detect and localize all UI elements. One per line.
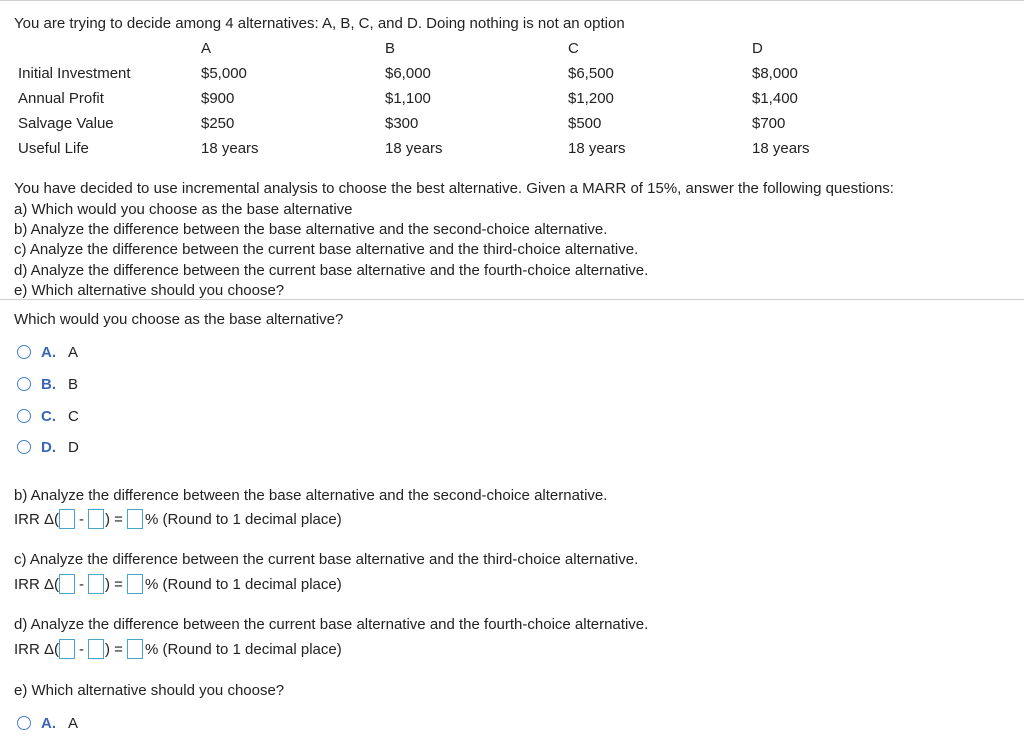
close-equals: ) = (105, 510, 123, 528)
radio-option-d[interactable] (17, 440, 31, 454)
c-second-alternative-input[interactable] (88, 574, 104, 594)
option-letter: D. (41, 438, 56, 456)
table-cell: $8,000 (752, 65, 798, 82)
table-cell: $6,000 (385, 65, 431, 82)
instructions-lead: You have decided to use incremental analysis to choose the best alternative. Given a MARR of 15%, answer the following questions: (14, 180, 894, 197)
question-c-irr-row (14, 572, 342, 596)
question-b-irr-row (14, 507, 342, 531)
close-equals: ) = (105, 640, 123, 658)
minus-sign: - (79, 640, 85, 658)
row-label-annual-profit: Annual Profit (18, 90, 104, 107)
d-second-alternative-input[interactable] (88, 639, 104, 659)
table-cell: 18 years (201, 140, 259, 157)
close-equals: ) = (105, 575, 123, 593)
c-irr-value-input[interactable] (127, 574, 143, 594)
table-cell: 18 years (568, 140, 626, 157)
column-header-a: A (201, 40, 212, 57)
question-d-prompt: d) Analyze the difference between the current base alternative and the fourth-choice alternative. (14, 616, 649, 633)
radio-option-a[interactable] (17, 345, 31, 359)
option-a-row[interactable] (17, 342, 78, 362)
table-cell: 18 years (385, 140, 443, 157)
option-text: D (68, 438, 79, 456)
radio-e-option-a[interactable] (17, 716, 31, 730)
instruction-item: e) Which alternative should you choose? (14, 282, 285, 299)
table-cell: $250 (201, 115, 235, 132)
question-e-prompt: e) Which alternative should you choose? (14, 682, 285, 699)
problem-intro: You are trying to decide among 4 alternatives: A, B, C, and D. Doing nothing is not an option (14, 15, 625, 32)
option-letter: A. (41, 714, 56, 732)
option-text: B (68, 375, 79, 393)
radio-option-c[interactable] (17, 409, 31, 423)
irr-suffix: % (Round to 1 decimal place) (144, 510, 342, 528)
instruction-item: d) Analyze the difference between the current base alternative and the fourth-choice alternative. (14, 262, 649, 279)
question-b-prompt: b) Analyze the difference between the base alternative and the second-choice alternative. (14, 487, 608, 504)
question-d-irr-row (14, 637, 342, 661)
b-first-alternative-input[interactable] (59, 509, 75, 529)
question-a-prompt: Which would you choose as the base alternative? (14, 311, 344, 328)
table-cell: $1,100 (385, 90, 431, 107)
radio-option-b[interactable] (17, 377, 31, 391)
table-cell: $900 (201, 90, 235, 107)
instruction-item: a) Which would you choose as the base alternative (14, 201, 353, 218)
question-c-prompt: c) Analyze the difference between the current base alternative and the third-choice alternative. (14, 551, 639, 568)
irr-prefix: IRR Δ( (14, 640, 60, 658)
table-cell: $300 (385, 115, 419, 132)
table-cell: $5,000 (201, 65, 247, 82)
section-divider (0, 299, 1024, 300)
table-cell: $1,400 (752, 90, 798, 107)
column-header-d: D (752, 40, 763, 57)
minus-sign: - (79, 510, 85, 528)
table-cell: 18 years (752, 140, 810, 157)
instruction-item: b) Analyze the difference between the base alternative and the second-choice alternative. (14, 221, 608, 238)
option-d-row[interactable] (17, 437, 79, 457)
option-b-row[interactable] (17, 374, 78, 394)
option-letter: C. (41, 407, 56, 425)
top-border (0, 0, 1024, 1)
table-cell: $6,500 (568, 65, 614, 82)
instruction-item: c) Analyze the difference between the current base alternative and the third-choice alternative. (14, 241, 639, 258)
row-label-initial-investment: Initial Investment (18, 65, 131, 82)
row-label-salvage-value: Salvage Value (18, 115, 114, 132)
option-c-row[interactable] (17, 406, 79, 426)
irr-prefix: IRR Δ( (14, 575, 60, 593)
row-label-useful-life: Useful Life (18, 140, 89, 157)
option-letter: A. (41, 343, 56, 361)
table-cell: $500 (568, 115, 602, 132)
option-text: C (68, 407, 79, 425)
minus-sign: - (79, 575, 85, 593)
b-irr-value-input[interactable] (127, 509, 143, 529)
irr-prefix: IRR Δ( (14, 510, 60, 528)
irr-suffix: % (Round to 1 decimal place) (144, 640, 342, 658)
d-first-alternative-input[interactable] (59, 639, 75, 659)
table-cell: $1,200 (568, 90, 614, 107)
option-text: A (68, 343, 79, 361)
d-irr-value-input[interactable] (127, 639, 143, 659)
option-letter: B. (41, 375, 56, 393)
e-option-a-row[interactable] (17, 713, 78, 733)
table-cell: $700 (752, 115, 786, 132)
b-second-alternative-input[interactable] (88, 509, 104, 529)
column-header-b: B (385, 40, 396, 57)
option-text: A (68, 714, 79, 732)
irr-suffix: % (Round to 1 decimal place) (144, 575, 342, 593)
c-first-alternative-input[interactable] (59, 574, 75, 594)
column-header-c: C (568, 40, 579, 57)
